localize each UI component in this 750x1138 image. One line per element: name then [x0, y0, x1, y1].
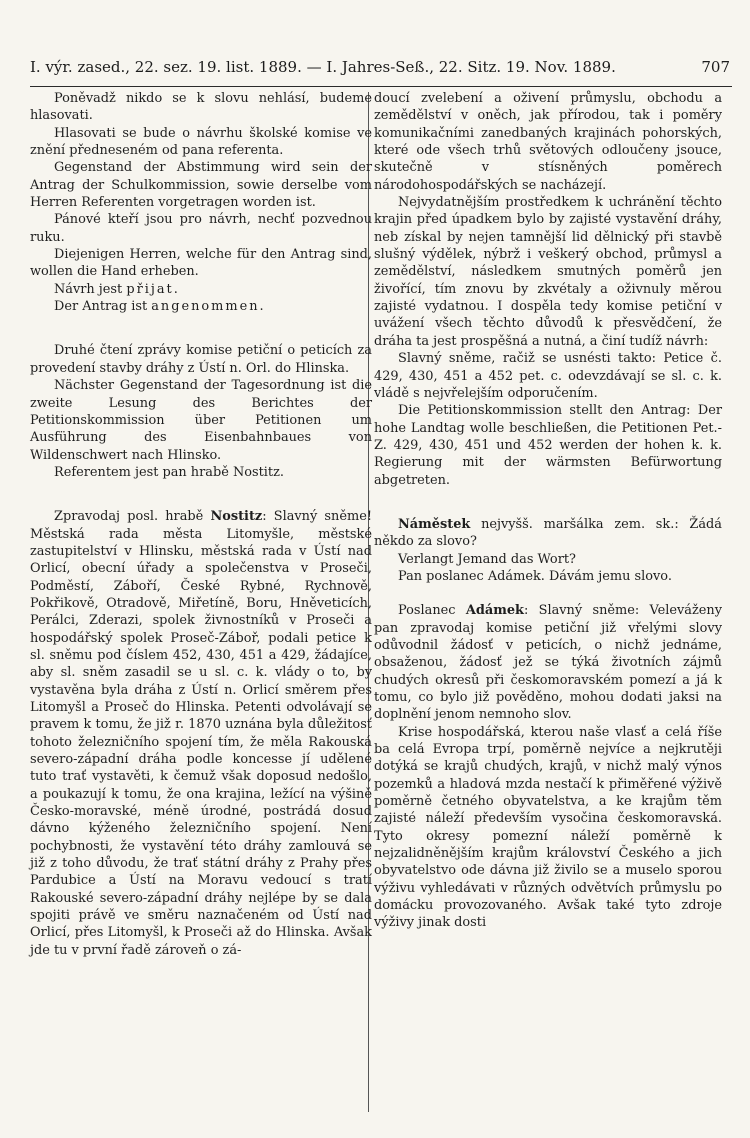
- page-header: [30, 58, 730, 82]
- paragraph: Poněvadž nikdo se k slovu nehlásí, budeme hlasovati.: [30, 91, 372, 124]
- spacer: [374, 585, 722, 602]
- text: angenommen.: [151, 299, 266, 315]
- paragraph: [30, 281, 372, 298]
- text: Poslanec: [398, 603, 456, 619]
- spacer: [30, 481, 372, 508]
- paragraph: [30, 298, 372, 315]
- paragraph: Slavný sněme, račiž se usnésti takto: Petice č. 429, 430, 451 a 452 pet. c. odevzdávají se sl. c. k. vládě s nejvřelejším odporučením.: [374, 351, 722, 401]
- paragraph: Nejvydatnějším prostředkem k uchránění těchto krajin před úpadkem bylo by zajisté vystavění dráhy, neb získal by nejen tamnější lid dělnický při stavbě slušný výdělek, nýbrž i veškerý obchod, průmysl a zemědělství, následkem smutných poměrů jen živořící, tím znovu by zkvétaly a oživnuly měrou zajisté vydatnou. I dospěla tedy komise petiční v uvážení všech těchto důvodů k přesvědčení, že dráha ta jest prospěšná a nutná, a činí tudíž návrh:: [374, 195, 722, 349]
- section-heading-czech: Druhé čtení zprávy komise petiční o peticích za provedení stavby dráhy z Ústí n. Orl. do Hlinska.: [30, 343, 372, 376]
- text: Návrh jest: [54, 281, 123, 297]
- text: : Slavný sněme: Veleváženy pan zpravodaj komise petiční již vřelými slovy odůvodnil žádosť v peticích, o nichž jednáme, obsaženou, žádosť jež se týká životních zájmů chudých okresů při českomoravském pomezí a já k tomu, co bylo již pověděno, mohou dodati jaksi na doplnění jenom nemnoho slov.: [374, 603, 722, 723]
- paragraph: Verlangt Jemand das Wort?: [398, 551, 576, 567]
- spacer: [30, 315, 372, 342]
- text: Zpravodaj posl. hrabě: [54, 509, 204, 525]
- speaker-name: Nostitz: [210, 509, 263, 525]
- paragraph: [374, 516, 722, 551]
- header-rule: [30, 86, 732, 87]
- paragraph: Hlasovati se bude o návrhu školské komise ve znění předneseném od pana referenta.: [30, 125, 372, 159]
- speech: [374, 602, 722, 723]
- text: přijat.: [126, 281, 180, 297]
- paragraph: Krise hospodářská, kterou naše vlasť a celá říše ba celá Evropa trpí, poměrně nejvíce a nejkrutěji dotýká se krajů chudých, krajů, v nichž malý výnos pozemků a hladová mzda nestačí k přiměřené výživě poměrně četného obyvatelstva, a ke krajům těm zajisté náleží především vysočina českomoravská. Tyto okresy pomezní náleží poměrně k nejzalidněnějším krajům království Českého a jich obyvatelstvo ode dávna již živilo se a muselo sporou výživu vyhledávati v různých odvětvích průmyslu po domácku provozovaného. Avšak také tyto zdroje výživy jinak dosti: [374, 724, 722, 931]
- paragraph: Pánové kteří jsou pro návrh, nechť pozvednou ruku.: [30, 212, 372, 245]
- paragraph: Die Petitionskommission stellt den Antrag: Der hohe Landtag wolle beschließen, die Petitionen Pet.-Z. 429, 430, 451 und 452 werden der hohen k. k. Regierung mit der wärmsten Befürwortung abgetreten.: [374, 403, 722, 488]
- spacer: [374, 489, 722, 516]
- paragraph: Pan poslanec Adámek. Dávám jemu slovo.: [398, 568, 672, 584]
- speaker-name: Adámek: [465, 603, 524, 619]
- right-column: [374, 90, 722, 932]
- paragraph: Gegenstand der Abstimmung wird sein der Antrag der Schulkommission, sowie derselbe vom Herren Referenten vorgetragen worden ist.: [30, 160, 372, 211]
- left-column: [30, 90, 372, 959]
- header-title: I. výr. zased., 22. sez. 19. list. 1889. — I. Jahres-Seß., 22. Sitz. 19. Nov. 1889.: [30, 58, 616, 76]
- text: : Slavný sněme! Městská rada města Litomyšle, městské zastupitelství v Hlinsku, městská rada v Ústí nad Orlicí, obecní úřady a společenstva v Proseči, Podměstí, Záboří, České Rybné, Rychnově, Pokřikově, Otradově, Miřetíně, Boru, Hněveticích, Perálci, Zderazi, spolek živnostníků v Proseči a hospodářský spolek Proseč-Záboř, podali petice k sl. sněmu pod číslem 452, 430, 451 a 429, žádajíce, aby sl. sněm zasadil se u sl. c. k. vlády o to, by vystavěna byla dráha z Ústí n. Orlicí směrem přes Litomyšl a Proseč do Hlinska. Petenti odvolávají se pravem k tomu, že již r. 1870 uznána byla důležitosť tohoto železničního spojení tím, že měla Rakouská severo-západní dráha podle koncesse jí udělené tuto trať vystavěti, k čemuž však doposud nedošlo, a poukazují k tomu, že ona krajina, ležící na výšině Česko-moravské, méně úrodné, postrádá dosud dávno kýženého železničního spojení. Není pochybnosti, že vystavění této dráhy zamlouvá se již z toho důvodu, že trať státní dráhy z Prahy přes Pardubice a Ústí na Moravu vedoucí s tratí Rakouské severo-západní dráhy nejlépe by se dala spojiti právě ve směru naznačeném od Ústí nad Orlicí, přes Litomyšl, k Proseči až do Hlinska. Avšak jde tu v první řadě zároveň o zá-: [30, 509, 372, 958]
- paragraph: Referentem jest pan hrabě Nostitz.: [54, 464, 284, 480]
- paragraph: Diejenigen Herren, welche für den Antrag sind, wollen die Hand erheben.: [30, 247, 372, 280]
- paragraph: doucí zvelebení a oživení průmyslu, obchodu a zemědělství v oněch, jak přírodou, tak i poměry komunikačními zanedbaných krajinách pohorských, které ode všech trhů světových odloučeny jsouce, skutečně v stísněných poměrech národohospodářských se nacházejí.: [374, 91, 722, 193]
- section-heading-german: Nächster Gegenstand der Tagesordnung ist die zweite Lesung des Berichtes der Petitionskommission über Petitionen um Ausführung des Eisenbahnbaues von Wildenschwert nach Hlinsko.: [30, 378, 372, 463]
- text: nejvyšš. maršálka zem. sk.: Žádá někdo za slovo?: [374, 516, 722, 550]
- speaker-name: Náměstek: [398, 516, 471, 532]
- text: Der Antrag ist: [54, 299, 148, 315]
- page-number: 707: [701, 58, 730, 76]
- speech: [30, 508, 372, 959]
